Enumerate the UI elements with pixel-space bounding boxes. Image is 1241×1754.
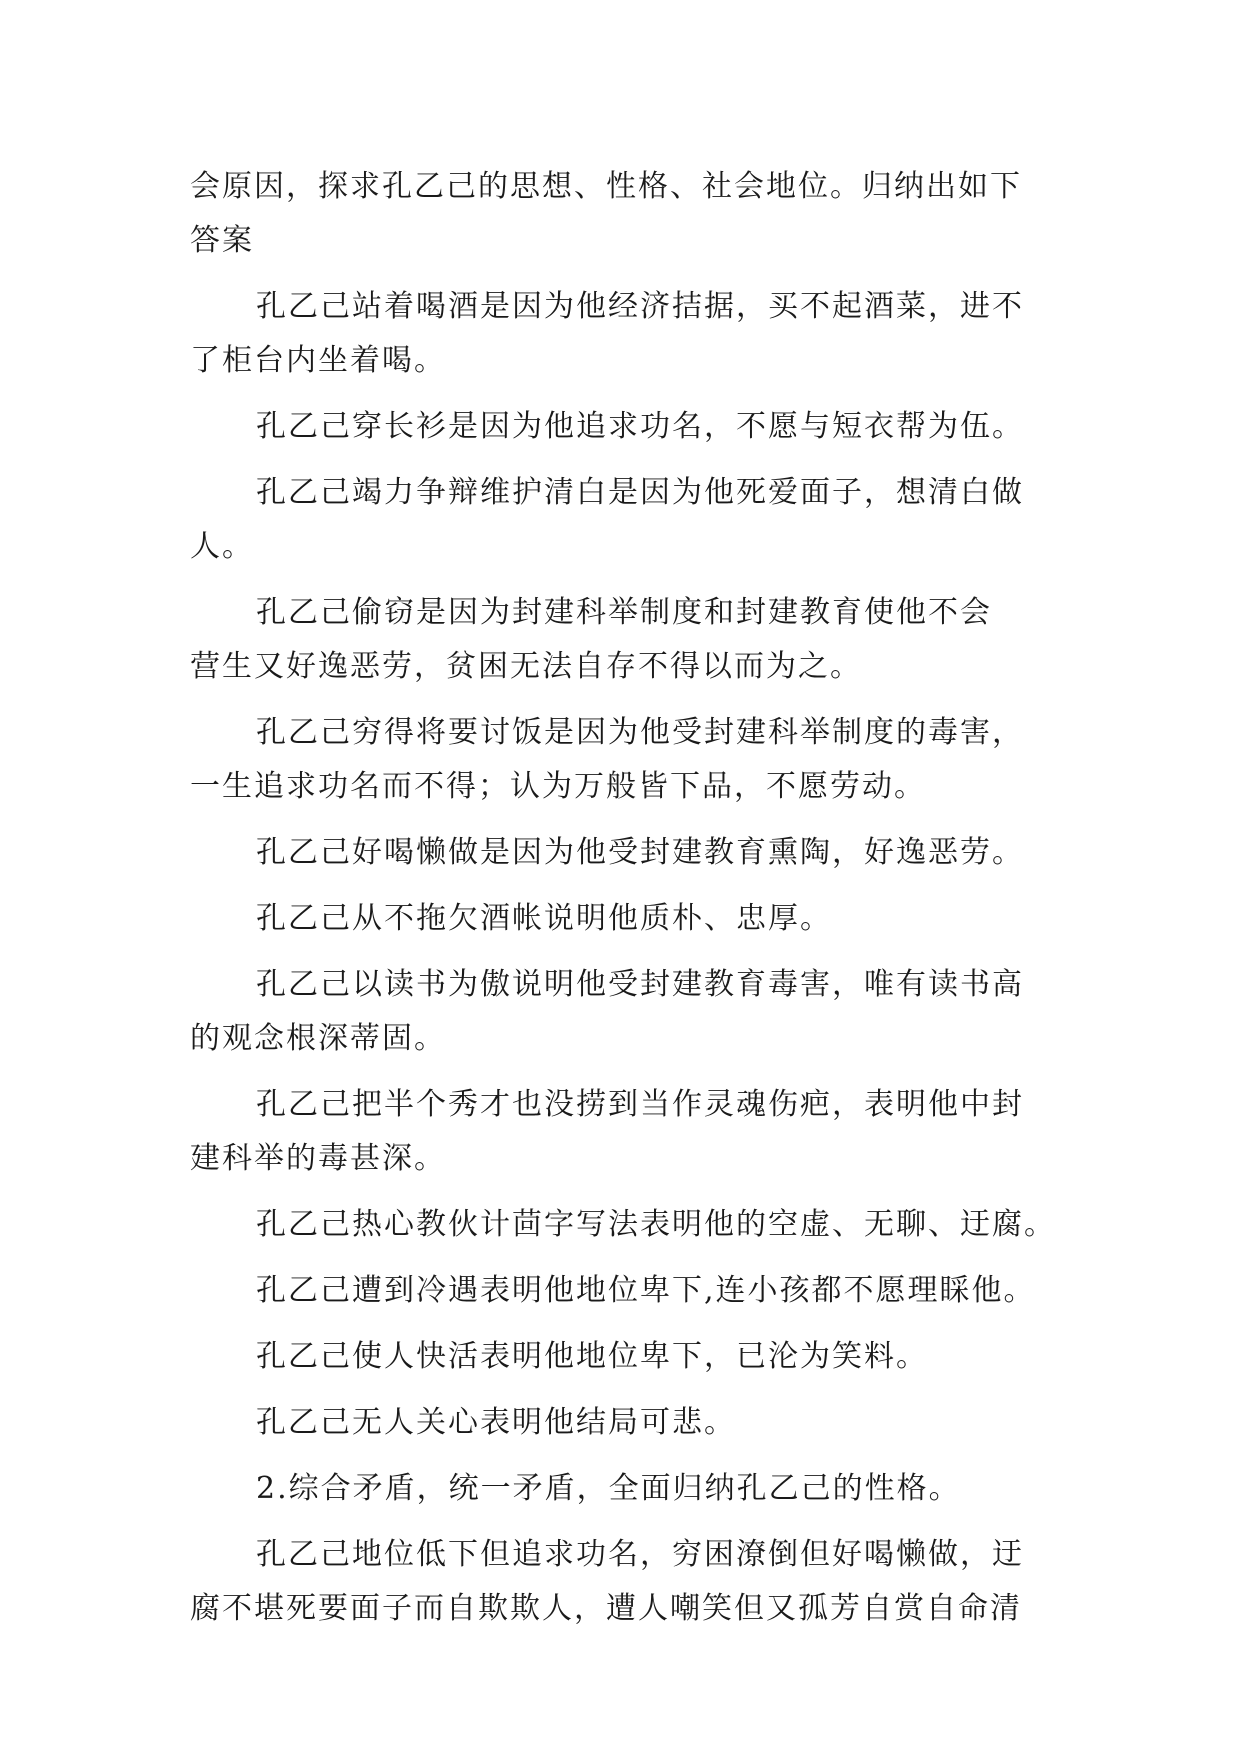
text-line: 孔乙己偷窃是因为封建科举制度和封建教育使他不会 — [256, 595, 992, 630]
text-line: 答案 — [190, 223, 254, 258]
text-line: 孔乙己使人快活表明他地位卑下，已沦为笑料。 — [256, 1339, 928, 1374]
text-line: 了柜台内坐着喝。 — [190, 343, 446, 378]
text-line: 孔乙己从不拖欠酒帐说明他质朴、忠厚。 — [256, 901, 832, 936]
text-line: 建科举的毒甚深。 — [190, 1141, 446, 1176]
text-line: 孔乙己穷得将要讨饭是因为他受封建科举制度的毒害， — [256, 715, 1024, 750]
text-line: 营生又好逸恶劳，贫困无法自存不得以而为之。 — [190, 649, 862, 684]
text-line: 孔乙己站着喝酒是因为他经济拮据，买不起酒菜，进不 — [256, 289, 1024, 324]
text-line: 一生追求功名而不得；认为万般皆下品，不愿劳动。 — [190, 769, 926, 804]
text-line: 孔乙己穿长衫是因为他追求功名，不愿与短衣帮为伍。 — [256, 409, 1024, 444]
text-line: 孔乙己竭力争辩维护清白是因为他死爱面子，想清白做 — [256, 475, 1024, 510]
text-line: 孔乙己地位低下但追求功名，穷困潦倒但好喝懒做，迂 — [256, 1537, 1024, 1572]
document-body — [190, 160, 1056, 1636]
text-line: 孔乙己以读书为傲说明他受封建教育毒害，唯有读书高 — [256, 967, 1024, 1002]
text-line: 人。 — [190, 529, 254, 564]
text-line: 会原因，探求孔乙己的思想、性格、社会地位。归纳出如下 — [190, 169, 1022, 204]
text-line: 孔乙己无人关心表明他结局可悲。 — [256, 1405, 736, 1440]
text-line: 的观念根深蒂固。 — [190, 1021, 446, 1056]
text-line: 腐不堪死要面子而自欺欺人，遭人嘲笑但又孤芳自赏自命清 — [190, 1591, 1022, 1626]
text-line: 孔乙己好喝懒做是因为他受封建教育熏陶，好逸恶劳。 — [256, 835, 1024, 870]
section-heading: 2.综合矛盾，统一矛盾，全面归纳孔乙己的性格。 — [256, 1471, 961, 1506]
text-line: 孔乙己把半个秀才也没捞到当作灵魂伤疤，表明他中封 — [256, 1087, 1024, 1122]
text-line: 孔乙己遭到冷遇表明他地位卑下,连小孩都不愿理睬他。 — [256, 1273, 1036, 1308]
text-line: 孔乙己热心教伙计茴字写法表明他的空虚、无聊、迂腐。 — [256, 1207, 1056, 1242]
